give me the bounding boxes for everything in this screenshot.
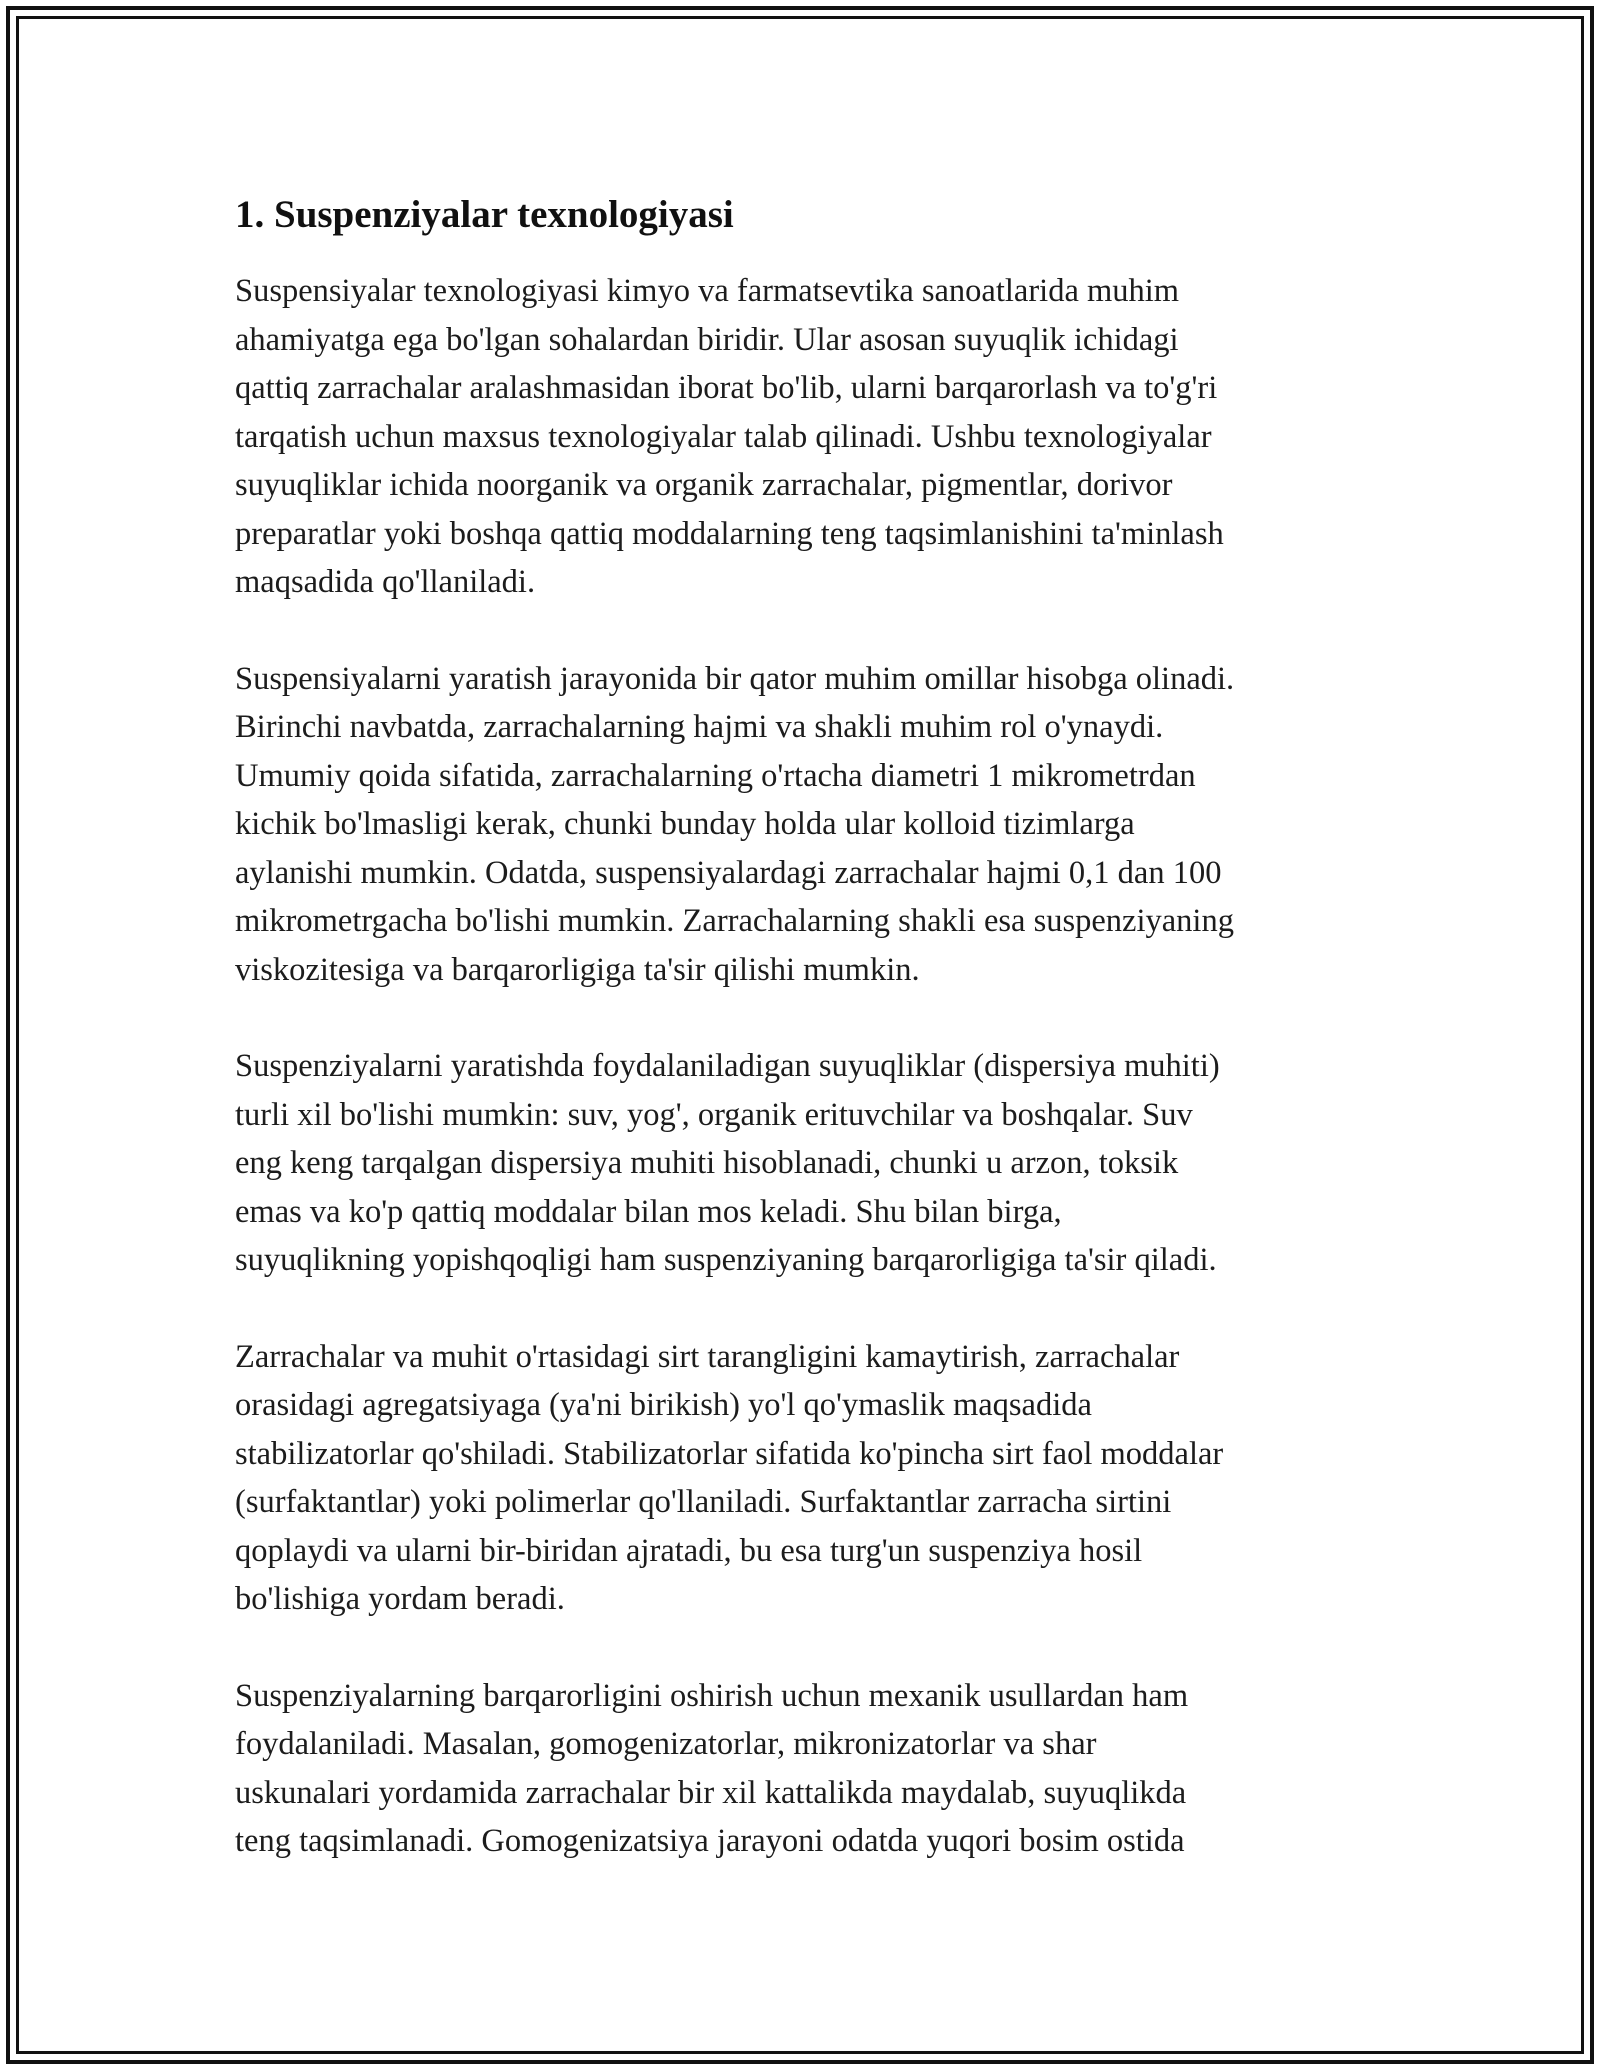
text-line: tarqatish uchun maxsus texnologiyalar talab qilinadi. Ushbu texnologiyalar <box>235 418 1212 455</box>
text-line: bo'lishiga yordam beradi. <box>235 1581 565 1617</box>
paragraph-4 <box>235 1333 1375 1624</box>
text-line: ahamiyatga ega bo'lgan sohalardan biridir. Ular asosan suyuqlik ichidagi <box>235 321 1179 358</box>
text-line: eng keng tarqalgan dispersiya muhiti hisoblanadi, chunki u arzon, toksik <box>235 1145 1179 1181</box>
text-line: Suspenziyalarning barqarorligini oshirish uchun mexanik usullardan ham <box>235 1677 1189 1714</box>
paragraph-2 <box>235 655 1375 995</box>
text-line: suyuqlikning yopishqoqligi ham suspenziyaning barqarorligiga ta'sir qiladi. <box>235 1242 1217 1278</box>
paragraph-5 <box>235 1672 1375 1866</box>
text-line: turli xil bo'lishi mumkin: suv, yog', organik erituvchilar va boshqalar. Suv <box>235 1096 1193 1133</box>
text-line: qoplaydi va ularni bir-biridan ajratadi, bu esa turg'un suspenziya hosil <box>235 1532 1143 1569</box>
text-line: mikrometrgacha bo'lishi mumkin. Zarrachalarning shakli esa suspenziyaning <box>235 903 1234 939</box>
text-line: uskunalari yordamida zarrachalar bir xil kattalikda maydalab, suyuqlikda <box>235 1774 1187 1811</box>
text-line: orasidagi agregatsiyaga (ya'ni birikish) yo'l qo'ymaslik maqsadida <box>235 1387 1092 1423</box>
text-line: maqsadida qo'llaniladi. <box>235 564 536 600</box>
text-line: kichik bo'lmasligi kerak, chunki bunday holda ular kolloid tizimlarga <box>235 806 1135 842</box>
text-line: Zarrachalar va muhit o'rtasidagi sirt tarangligini kamaytirish, zarrachalar <box>235 1338 1180 1375</box>
text-line: Suspensiyalar texnologiyasi kimyo va farmatsevtika sanoatlarida muhim <box>235 273 1180 309</box>
text-line: Suspenziyalarni yaratishda foydalaniladigan suyuqliklar (dispersiya muhiti) <box>235 1048 1220 1084</box>
text-line: Umumiy qoida sifatida, zarrachalarning o'rtacha diametri 1 mikrometrdan <box>235 757 1196 794</box>
text-line: (surfaktantlar) yoki polimerlar qo'llaniladi. Surfaktantlar zarracha sirtini <box>235 1484 1172 1520</box>
text-line: preparatlar yoki boshqa qattiq moddalarning teng taqsimlanishini ta'minlash <box>235 515 1224 552</box>
text-line: aylanishi mumkin. Odatda, suspensiyalardagi zarrachalar hajmi 0,1 dan 100 <box>235 854 1222 891</box>
document-body <box>235 185 1375 1914</box>
text-line: suyuqliklar ichida noorganik va organik zarrachalar, pigmentlar, dorivor <box>235 467 1173 503</box>
text-line: emas va ko'p qattiq moddalar bilan mos keladi. Shu bilan birga, <box>235 1193 1062 1230</box>
text-line: foydalaniladi. Masalan, gomogenizatorlar, mikronizatorlar va shar <box>235 1726 1097 1762</box>
text-line: viskozitesiga va barqarorligiga ta'sir qilishi mumkin. <box>235 951 920 988</box>
text-line: Suspensiyalarni yaratish jarayonida bir qator muhim omillar hisobga olinadi. <box>235 660 1235 697</box>
text-line: stabilizatorlar qo'shiladi. Stabilizatorlar sifatida ko'pincha sirt faol moddalar <box>235 1435 1224 1472</box>
text-line: teng taqsimlanadi. Gomogenizatsiya jarayoni odatda yuqori bosim ostida <box>235 1823 1185 1859</box>
text-line: Birinchi navbatda, zarrachalarning hajmi va shakli muhim rol o'ynaydi. <box>235 709 1164 745</box>
text-line: qattiq zarrachalar aralashmasidan iborat bo'lib, ularni barqarorlash va to'g'ri <box>235 370 1218 406</box>
paragraph-3 <box>235 1042 1375 1285</box>
section-heading: 1. Suspenziyalar texnologiyasi <box>235 193 734 236</box>
paragraph-1 <box>235 267 1375 607</box>
